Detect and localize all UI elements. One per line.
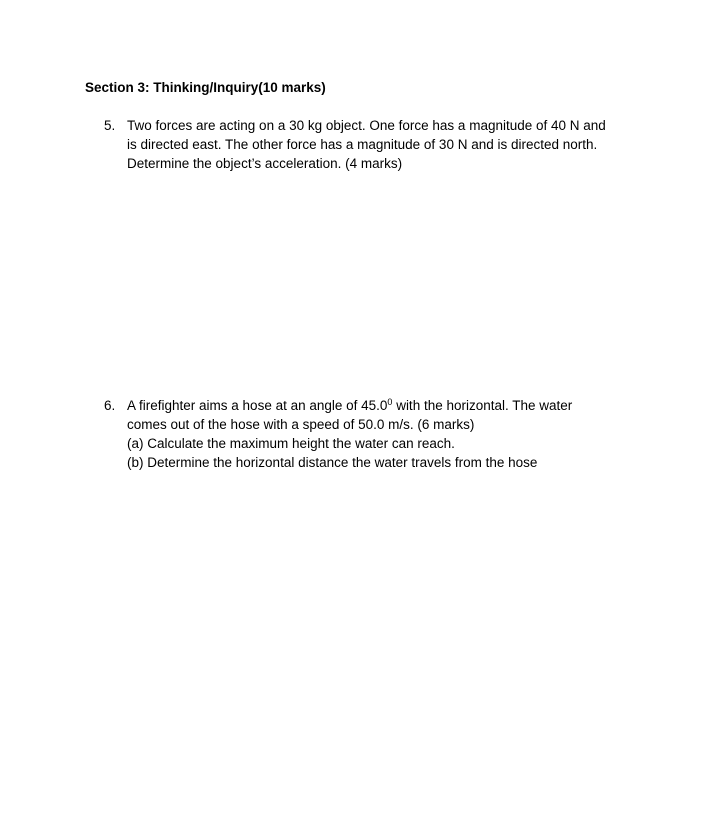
question-text bbox=[127, 116, 644, 173]
question-line: is directed east. The other force has a magnitude of 30 N and is directed north. bbox=[127, 137, 598, 152]
question-part-b: (b) Determine the horizontal distance the water travels from the hose bbox=[127, 455, 538, 470]
question-line bbox=[127, 396, 644, 415]
question-line-text: A firefighter aims a hose at an angle of 45.0 bbox=[127, 398, 388, 413]
question-line: Two forces are acting on a 30 kg object. One force has a magnitude of 40 N and bbox=[127, 118, 606, 133]
question-line-text: with the horizontal. The water bbox=[392, 398, 573, 413]
question-part-a: (a) Calculate the maximum height the water can reach. bbox=[127, 436, 455, 451]
question-number: 5. bbox=[104, 118, 116, 133]
question-6 bbox=[104, 396, 644, 472]
question-line: comes out of the hose with a speed of 50.0 m/s. (6 marks) bbox=[127, 417, 475, 432]
question-5 bbox=[104, 116, 644, 173]
degree-superscript: 0 bbox=[387, 397, 393, 407]
question-line: Determine the object’s acceleration. (4 marks) bbox=[127, 156, 403, 171]
question-text bbox=[127, 396, 644, 472]
question-number: 6. bbox=[104, 398, 116, 413]
section-heading: Section 3: Thinking/Inquiry(10 marks) bbox=[85, 80, 326, 95]
